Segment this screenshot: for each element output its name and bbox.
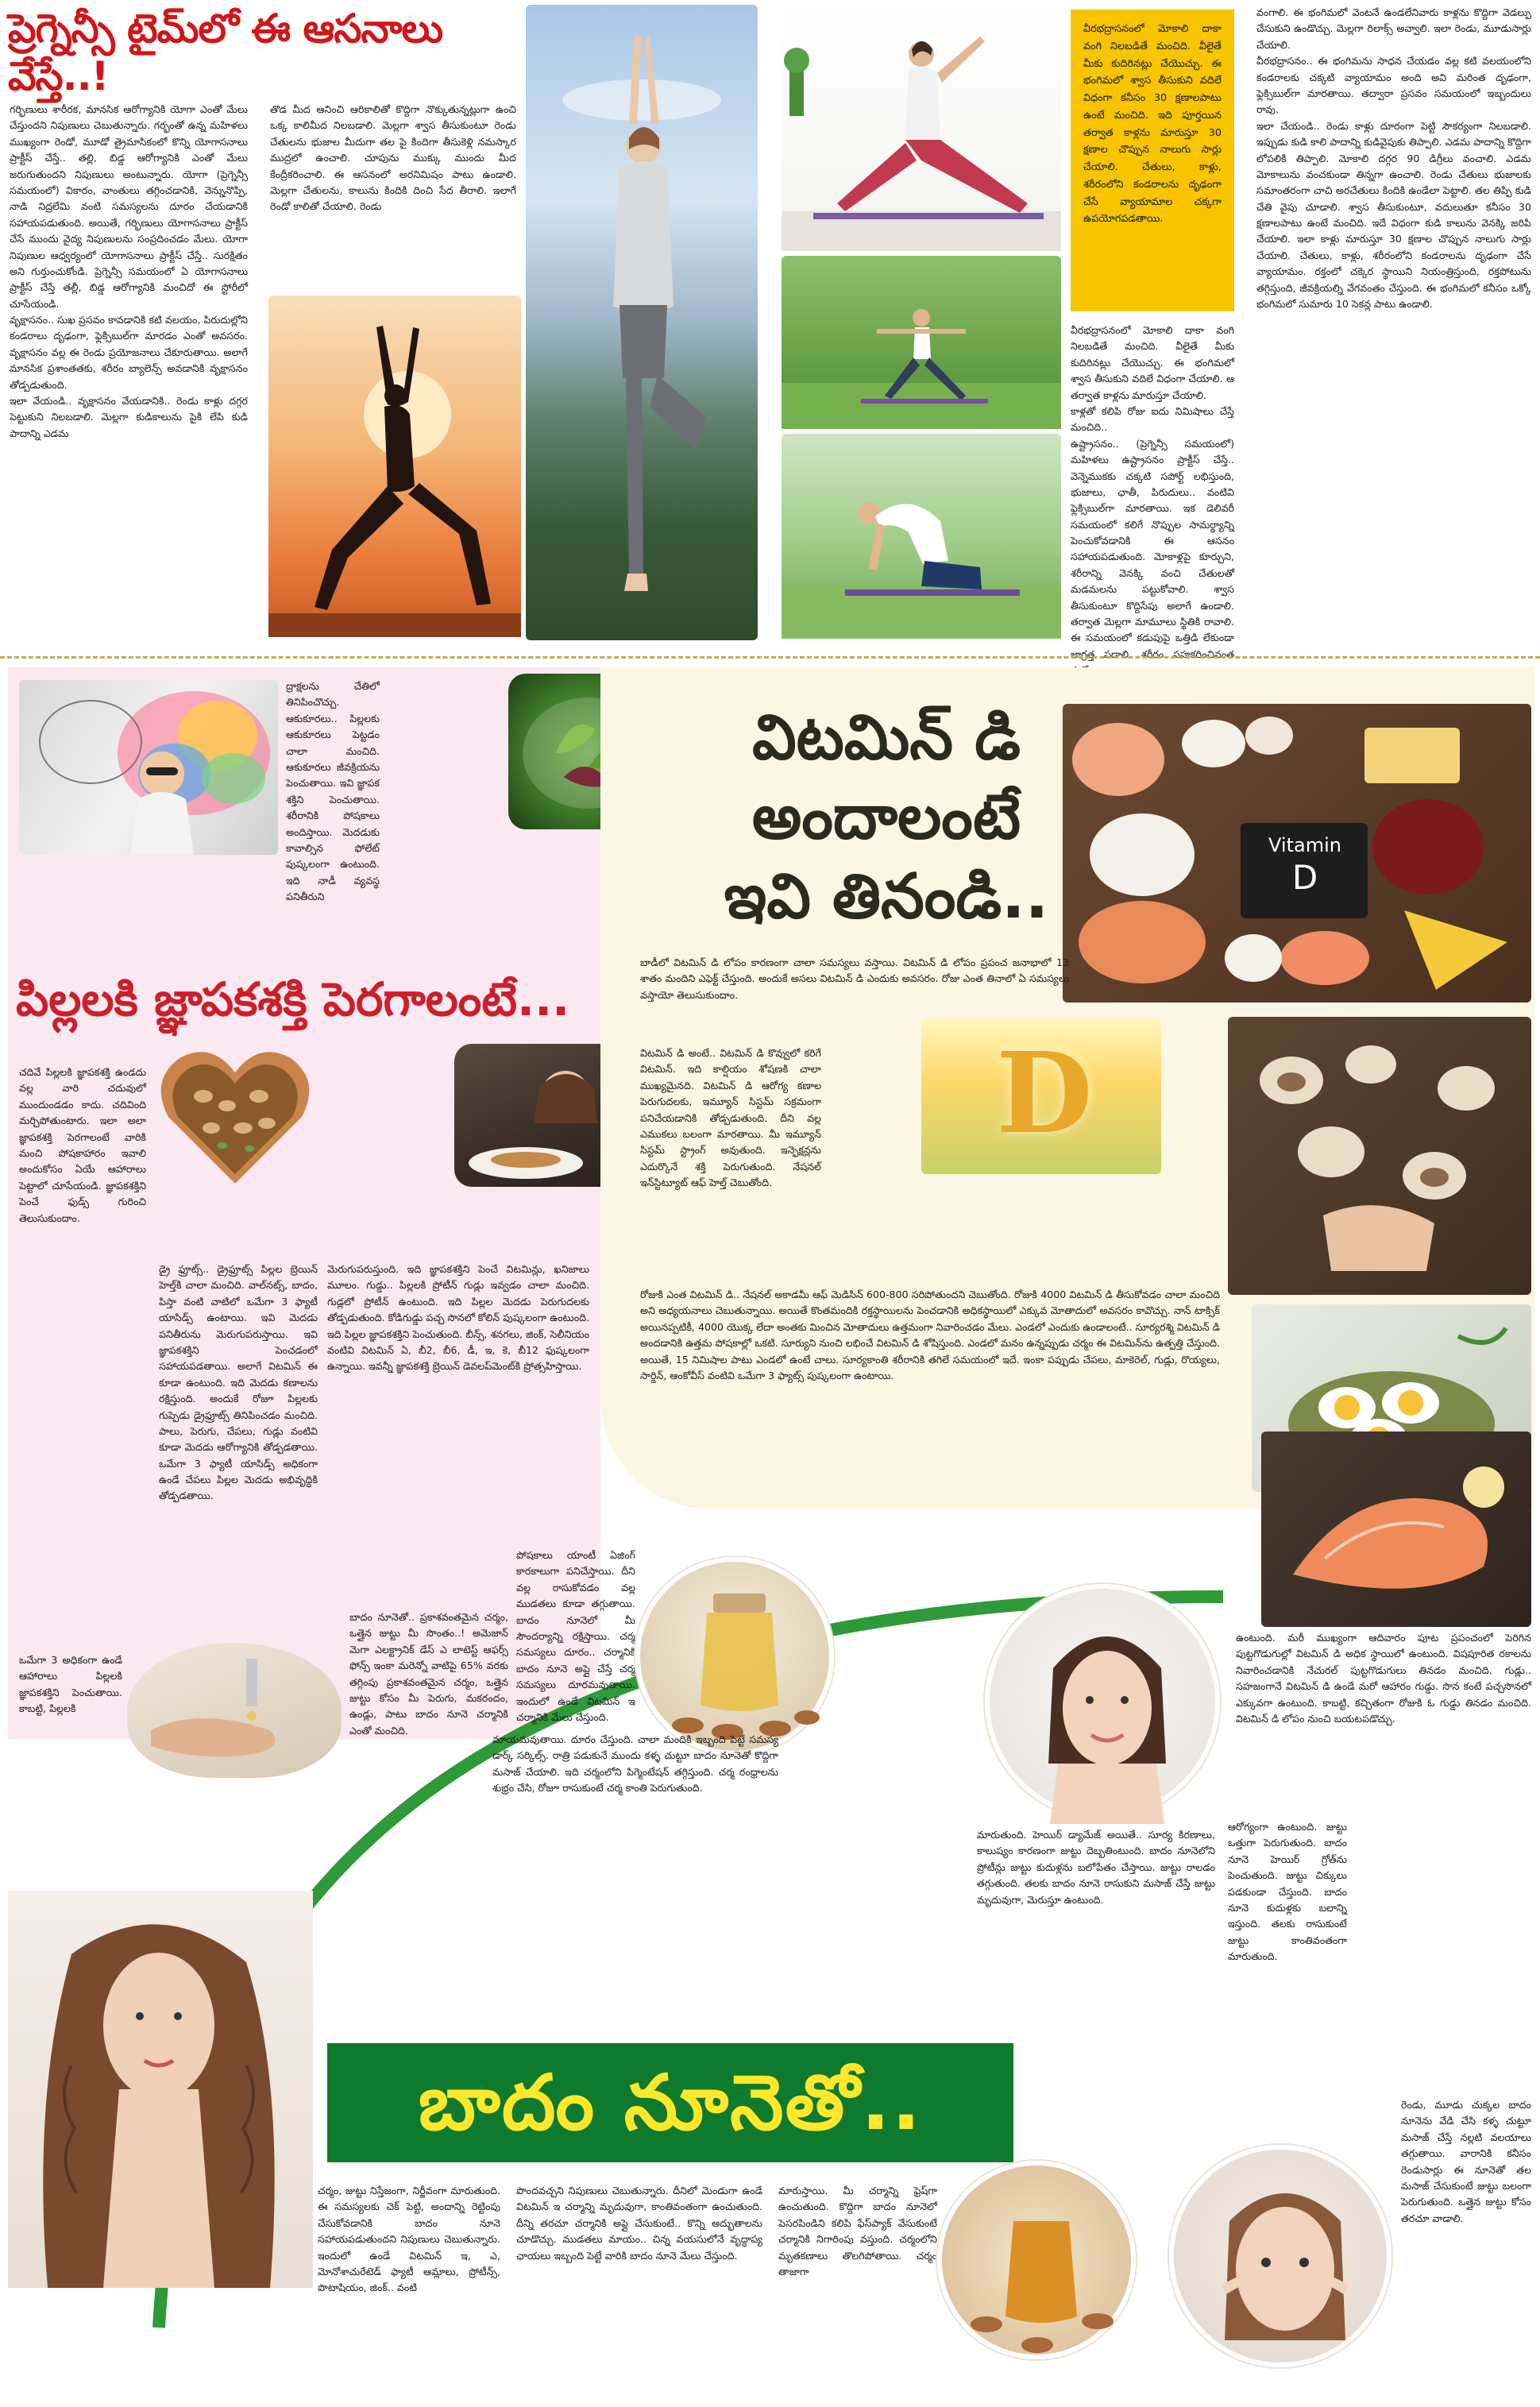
- honey-jar-icon: [942, 2166, 1141, 2364]
- wavy-hair-icon: [8, 1891, 313, 2288]
- mushrooms-photo: [1228, 1017, 1531, 1295]
- pregnancy-col-5: వంగాలి. ఈ భంగిమలో వెంటనే ఉండలేనివారు కాళ్లను కొద్దిగా వెడల్పు చేసుకుని ఉండొచ్చు. మెల్లగా రిలాక్స్ అవ్వాలి. ఇలా రెండు, మూడుసార్లు చేయాలి. వీరభద్రాసనం.. ఈ భంగిమను సాధన చేయడం వల్ల కటి వలయంలోని కండరాలకు చక్కటి వ్యాయామం అంది అవి మరింత దృఢంగా, ఫ్లెక్సిబుల్‌గా మారతాయి. తద్వారా ప్రసవం సమయంలో ఇబ్బందులు రావు. ఇలా చేయండి.. రెండు కాళ్లు దూరంగా పెట్టి సౌకర్యంగా నిలబడాలి. ఇప్పుడు కుడి కాలి పాదాన్ని కుడివైపుకు తిప్పాలి. ఎడమ పాదాన్ని కొద్దిగా లోపలికి తిప్పాలి. మోకాలి దగ్గర 90 డిగ్రీలు వంచాలి. ఎడమ మోకాలును వంచకుండా తిన్నగా ఉంచాలి. రెండు చేతులు భుజాలకు సమాంతరంగా చాచి అరచేతులు కిందికి ఉండేలా పెట్టాలి. తల తిప్పి కుడి చేతి వైపు చూడాలి. శ్వాస తీసుకుంటూ, వదులుతూ కనీసం 30 క్షణాలపాటు ఉంటే మంచిది. ఇదే విధంగా కుడి కాలును వెనక్కి జరిపి చేయాలి. ఇలా కాళ్లు మారుస్తూ 30 క్షణాల చొప్పున నాలుగు సార్లు చేయాలి. చేతులు, కాళ్లు, శరీరంలోని కండరాలను దృఢంగా చేసే వ్యాయామం. రక్తంలో చక్కెర స్థాయిని నియంత్రిస్తుంది, రక్తపోటును తగ్గిస్తుంది, జీవక్రియల్ని వేగవంతం చేస్తుంది. ఈ భంగిమలో కనీసం ఒక్కో భంగిమలో సుమారు 10 సెకన్ల పాటు ఉండాలి.: [1256, 6, 1531, 311]
- almond-oil-headline: బాదం నూనెతో..: [327, 2043, 1013, 2162]
- pregnancy-col-4: వీరభద్రాసనంలో మోకాలి దాకా వంగి నిలబడితే మంచిది. వీలైతే మీకు కుదిరినట్లు చేయొచ్చు. ఈ భంగిమలో శ్వాస తీసుకుని వదిలే విధంగా చేయాలి. ఆ తర్వాత కాళ్లను మారుస్తూ చేయాలి. కాళ్లతో కలిపి రోజు ఐదు నిమిషాలు చేస్తే మంచిది.. ఉష్ట్రాసనం.. (ప్రెగ్నెన్సీ సమయంలో) మహిళలు ఉష్ట్రాసనం ప్రాక్టీస్ చేస్తే.. వెన్నెముకకు చక్కటి సపోర్ట్ లభిస్తుంది, భుజాలు, ఛాతీ, పిరుదులు.. వంటివి ఫ్లెక్సిబుల్‌గా మారతాయి. ఇక డెలివరీ సమయంలో కలిగే నొప్పుల సామర్థ్యాన్ని పెంచుకోవడానికి ఈ ఆసనం సహాయపడుతుంది. మోకాళ్లపై కూర్చుని, శరీరాన్ని వెనక్కి వంచి చేతులతో మడమలను పట్టుకోవాలి. శ్వాస తీసుకుంటూ కొద్దిసేపు అలాగే ఉండాలి. తర్వాత మెల్లగా మామూలు స్థితికి రావాలి. ఈ సమయంలో కడుపుపై ఒత్తిడి లేకుండా జాగ్రత్త పడాలి. శరీరం సహకరించినంత: [1071, 324, 1234, 660]
- almond-col-bottom-3: మారుస్తాయి. మీ చర్మాన్ని ఫ్రెష్‌గా ఉంచుతుంది. కొద్దిగా బాదం నూనెలో పెసరపిండిని కలిపి ఫేస్‌ప్యాక్ వేసుకుంటే చర్మానికి నిగారింపు వస్తుంది. చర్మంలోని మృతకణాలు తొలగిపోతాయి. చర్మం తాజాగా: [778, 2185, 937, 2278]
- dark-circles-woman-photo: [1169, 2145, 1391, 2367]
- pregnancy-headline: ప్రెగ్నెన్సీ టైమ్‌లో ఈ ఆసనాలు వేస్తే..!: [8, 6, 443, 99]
- kids-col-main-2: మెరుగుపరుస్తుంది. ఇది జ్ఞాపకశక్తిని పెంచే విటమిన్లు, ఖనిజాలు మూలం. గుడ్డు.. పిల్లలకి ప్రోటీన్ గుడ్లు ఇవ్వడం చాలా మంచిది. గుడ్లలో ప్రోటీన్ ఉంటుంది. ఇది పిల్లల మెదడు పెరుగుదలకు తోడ్పడుతుంది. కోడిగుడ్డు పచ్చ సొనలో కోలిన్ పుష్కలంగా ఉంటుంది. ఇది పిల్లల జ్ఞాపకశక్తిని పెంచుతుంది. బీన్స్, శనగలు, జింక్, సెలీనియం వంటివి విటమిన్ ఏ, బీ2, బీ6, డీ, ఇ, కె, బీ12 ఫుష్కలంగా ఉన్నాయి. ఇవన్నీ జ్ఞాపకశక్తి బ్రెయిన్ డెవలప్‌మెంట్‌కి ప్రోత్సహిస్తాయి.: [327, 1263, 589, 1373]
- oil-bottle-icon: [640, 1562, 839, 1760]
- colorful-brain-icon: [19, 680, 278, 855]
- almond-col-a: పోషకాలు యాంటీ ఏజింగ్ కారకాలుగా పనిచేస్తాయి. దీని వల్ల రాసుకోవడం వల్ల ముడతలు కూడా తగ్గుతాయి. బాదం నూనెలో మీ సౌందర్యాన్ని రక్షిస్తాయి. చర్మ సమస్యలు దూరం.. చర్మానికి బాదం నూనె అప్లై చేస్తే చర్మ సమస్యలు దూరమవుతాయి. ఇందులో ఉండే విటమిన్ ఇ చర్మానికి మేలు చేస్తుంది.: [516, 1549, 635, 1723]
- vitamin-d-col-a: విటమిన్ డి అంటే.. విటమిన్ డి కొవ్వులో కరిగే విటమిన్. ఇది కాల్షియం శోషణకి చాలా ముఖ్యమైనది. విటమిన్ డి ఆరోగ్య కణాల పెరుగుదలకు, ఇమ్యూన్ సిస్టమ్ సక్రమంగా పనిచేయడానికి తోడ్పడుతుంది. దీని వల్ల ఎముకలు బలంగా మారతాయి. మీ ఇమ్యూన్ సిస్టమ్ స్ట్రాంగ్ అవుతుంది. ఇన్ఫెక్షన్లను ఎదుర్కొనే శక్తి పెరుగుతుంది. నేషనల్ ఇన్‌స్టిట్యూట్ ఆఫ్ హెల్త్ చెబుతోంది.: [640, 1047, 821, 1189]
- kids-col-main: డ్రై ఫ్రూట్స్.. డ్రైఫ్రూట్స్ పిల్లల బ్రెయిన్ హెల్త్‌కి చాలా మంచిది. వాల్‌నట్స్, బాదం, పిస్తా వంటి వాటిలో ఒమేగా 3 ఫ్యాటీ యాసిడ్స్ ఉంటాయి. ఇవి మెదడు పనితీరును మెరుగుపరుస్తాయి. ఇవి జ్ఞాపకశక్తిని పెంచడంలో సహాయపడతాయి. అలాగే విటమిన్ ఈ కూడా ఉంటుంది. ఇది మెదడు కణాలను రక్షిస్తుంది. అందుకే రోజూ పిల్లలకు గుప్పెడు డ్రైఫ్రూట్స్ తినిపించడం మంచిది. పాలు, పెరుగు, చేపలు, గుడ్లు వంటివి కూడా మెదడు ఆరోగ్యానికి తోడ్పడతాయి. ఒమేగా 3 ఫ్యాటీ యాసిడ్స్ అధికంగా ఉండే చేపలు పిల్లల మెదడు అభివృద్ధికి తోడ్పడతాయి.: [159, 1263, 318, 1502]
- vitamin-d-board-label: [1245, 833, 1364, 912]
- vitamin-d-col-intro: బాడీలో విటమిన్ డి లోపం కారణంగా చాలా సమస్యలు వస్తాయి. విటమిన్ డి లోపం ప్రపంచ జనాభాలో 13 శాతం మందిని ఎఫెక్ట్ చేస్తుంది. అందుకే అసలు విటమిన్ డి ఎందుకు అవసరం. రోజు ఎంత తినాలో ఏ సమస్యలు వస్తాయో తెలుసుకుందాం.: [640, 956, 1069, 1001]
- pregnancy-col-1: గర్భిణులు శారీరక, మానసిక ఆరోగ్యానికి యోగా ఎంతో మేలు చేస్తుందని నిపుణులు చెబుతున్నారు. గర్భంతో ఉన్న మహిళలు ముఖ్యంగా రెండో, మూడో త్రైమాసికంలో కొన్ని యోగాసనాలు ప్రాక్టీస్ చేస్తే.. తల్లి, బిడ్డ ఆరోగ్యానికి ఎంతో మేలు జరుగుతుందని నిపుణులు అంటున్నారు. యోగా (ప్రెగ్నెన్సీ సమయంలో) వికారం, వాంతులు తగ్గించడానికి, వెన్నునొప్పి, నాడి నిద్రలేమి వంటి సమస్యలను దూరం చేయడానికి సహాయపడుతుంది. అయితే, గర్భిణులు యోగాసనాలు ప్రాక్టీస్ చేసే ముందు వైద్య నిపుణులను సంప్రదించడం మేలు. యోగా నిపుణుల ఆధ్వర్యంలో యోగాసనాలు ప్రాక్టీస్ చేస్తే.. సురక్షితం అని గుర్తుంచుకోండి. ప్రెగ్నెన్సీ సమయంలో ఏ యోగాసనాలు ప్రాక్టీస్ చేస్తే తల్లీ, బిడ్డ ఆరోగ్యానికి మంచిదో ఈ స్టోరీలో చూసేయండి. వృక్షాసనం.. సుఖ ప్రసవం కావడానికి కటి వలయం, పిరుదుల్లోని కండరాలు దృఢంగా, ఫ్లెక్సిబుల్‌గా మారడం ఎంతో అవసరం. వృక్షాసనం వల్ల ఈ రెండు ప్రయోజనాలు చేకూరుతాయి. అలాగే మానసిక ప్రశాంతతకు, శరీరం బ్యాలెన్స్ అవడానికి వృక్షాసనం తోడ్పడుతుంది. ఇలా వేయండి.. వృక్షాసనం వేయడానికి.. రెండు కాళ్లు దగ్గర పెట్టుకుని నిలబడాలి. మెల్లగా కుడికాలును పైకి లేపి కుడి పాదాన్ని ఎడమ: [10, 103, 248, 439]
- almond-col-bottom-2: పొందవచ్చని నిపుణులు చెబుతున్నారు. దీనిలో మెండుగా ఉండే విటమిన్ ఇ చర్మాన్ని మృదువుగా, కాంతివంతంగా ఉంచుతుంది. దీన్ని తరచూ చర్మానికి అప్లై చేసుకుంటే.. కొన్ని అద్భుతాలను చూడొచ్చు. ముడతలు మాయం.. చిన్న వయసులోనే వృద్ధాప్య ఛాయలు ఇబ్బంది పెట్టే వారికి బాదం నూనె మేలు చేస్తుంది.: [516, 2185, 762, 2262]
- golden-d-letter: D: [996, 1029, 1093, 1159]
- camel-pose-photo: [782, 434, 1061, 639]
- tree-pose-figure-icon: [526, 5, 758, 640]
- vitamin-d-foods-photo: [1063, 704, 1531, 1003]
- sunset-yoga-photo: [268, 296, 521, 637]
- vitamin-d-headline-line3: ఇవి తినండి..: [724, 860, 1049, 933]
- warrior-pose-photo: [782, 256, 1061, 429]
- almond-col-bottom-1: చర్మం, జుట్టు నిస్తేజంగా, నిర్జీవంగా మారుతుంది. ఈ సమస్యలకు చెక్ పెట్టి, అందాన్ని రెట్టింపు చేసుకోవడానికి బాదం నూనె సహాయపడుతుందని నిపుణులు చెబుతున్నారు. ఇందులో ఉండే విటమిన్ ఇ, ఎ, మోనోశాచురేటెడ్ ఫ్యాటీ ఆమ్లాలు, ప్రోటీన్స్, పొటాషియం, జింక్.. వంటి: [318, 2185, 500, 2294]
- boy-brain-photo: [19, 680, 278, 855]
- heart-shaped-nuts-icon: [156, 1041, 315, 1192]
- vitamin-d-headline: [712, 699, 1061, 937]
- vitamin-d-col-wide: రోజుకి ఎంత విటమిన్ డి.. నేషనల్ అకాడమీ ఆఫ్ మెడిసిన్ 600-800 సరిపోతుందని చెబుతోంది. రోజుకి 4000 విటమిన్ డి తీసుకోవడం చాలా మంచిది అని అధ్యయనాలు చెబుతున్నాయి. అయితే కొంతమందికి రక్తస్థాయిలను పెంచడానికి అధికస్థాయిలో ఎక్కువ మోతాదులో అవసరం కావొచ్చు. నాన్ టాక్సిక్ అయినప్పటికీ, 4000 యొక్క లేదా అంతకు మించిన మోతాదులు ఉత్తమంగా నివారించడం మేలు. ఎండలో ఎందుకు ఉండాలంటే.. సూర్యరశ్మి విటమిన్ డి అందడానికి ఉత్తమ పోషకాల్లో ఒకటి. సూర్యుని నుంచి లభించే విటమిన్ డి శోషిస్తుంది. ఎండలో మనం ఉన్నప్పుడు చర్మం ఈ విటమిన్‌ను ఉత్పత్తి చేస్తుంది. అయితే, 15 నిమిషాల పాటు ఎండలో ఉంటే చాలు. సూర్యకాంతి శరీరానికి తగిలే సమయంలో ఇదే. ఇంకా పప్పుడు చేపలు, మాకెరెల్, గుడ్లు, రొయ్యలు, సార్డిన్, ఆంకోవీస్ వంటివి ఒమేగా 3 ఫ్యాట్స్ పుష్కలంగా ఉంటాయి.: [640, 1288, 1220, 1381]
- pregnancy-col-2: తొడ మీద ఆనించి ఆరికాలితో కొద్దిగా నొక్కుతున్నట్లుగా ఉంచి ఒక్క కాలిమీద నిలబడాలి. మెల్లగా శ్వాస తీసుకుంటూ రెండు చేతులను భుజాల మీదుగా తల పై కిందిగా తీసుకెళ్లి నమస్కార ముద్రలో ఉంచాలి. చూపును ముక్కు ముందు మీద కేంద్రీకరించాలి. ఈ ఆసనంలో అరనిమిషం పాటు ఉండాలి. మెల్లగా చేతులను, కాలును కిందికి దించి సేద తీరాలి. ఇలాగే రెండో కాలితో చేయాలి. రెండు: [270, 103, 516, 213]
- heart-nuts-photo: [156, 1041, 315, 1192]
- almond-oil-bottle-photo: [635, 1557, 834, 1756]
- vitamin-d-section: [600, 667, 1534, 1509]
- vitamin-d-headline-line2: అందాలంటే: [751, 781, 1021, 853]
- golden-d-photo: [921, 1018, 1161, 1174]
- eye-massage-icon: [1174, 2150, 1396, 2372]
- almond-col-bottom-4: రెండు, మూడు చుక్కల బాదం నూనెను వేడి చేసి కళ్ళ చుట్టూ మసాజ్ చేస్తే నల్లటి వలయాలు తగ్గుతాయి. వారానికి కనీసం రెండుసార్లు ఈ నూనెతో తల మసాజ్ చేసుకుంటే జుట్టు బలంగా పెరుగుతుంది. ఒత్తైన జుట్టు కోసం తరచూ వాడాలి.: [1401, 2099, 1531, 2224]
- kids-col-left: చదివే పిల్లలకి జ్ఞాపకశక్తి ఉండదు వల్ల వారి చదువులో ముందుండడం కాదు. చదివింది మర్చిపోతుంటారు. ఇలా అలా జ్ఞాపకశక్తి పెరగాలంటే వారికి మంచి పోషకాహారం ఇవాలి అందుకోసం ఏయే ఆహారాలు పెట్టాలో చూసేయండి. జ్ఞాపకశక్తిని పెంచే ఫుడ్స్ గురించి తెలుసుకుందాం.: [19, 1066, 146, 1224]
- wavy-hair-woman-photo: [8, 1891, 313, 2288]
- vitamin-d-headline-line1: విటమిన్ డి: [752, 702, 1021, 774]
- yoga-tip-box: వీరభద్రాసనంలో మోకాలి దాకా వంగి నిలబడితే మంచిది. వీలైతే మీకు కుదిరినట్లు చేయొచ్చు. ఈ భంగిమలో శ్వాస తీసుకుని వదిలే విధంగా కనీసం 30 క్షణాలపాటు ఉంటే మంచిది. ఇది పూర్తయిన తర్వాత కాళ్లను మారుస్తూ 30 క్షణాల చొప్పున నాలుగు సార్లు చేయాలి. చేతులు, కాళ్లు, శరీరంలోని కండరాలను దృఢంగా చేసే వ్యాయామాల చక్కగా ఉపయోగపడతాయి.: [1071, 10, 1234, 311]
- vitamin-d-col-right-bottom: ఉంటుంది. మరీ ముఖ్యంగా ఆదివారం పూట ప్రపంచంలో పెరిగిన పుట్టగొడుగుల్లో విటమిన్ డి అధిక స్థాయిలో ఉంటుంది. విషపూరిత రకాలను నివారించడానికి నేచురల్ పుట్టగొడుగులు తినడం మంచిది. గుడ్లు.. సహజంగానే విటమిన్ డి ఉండే మరో ఆహారం గుడ్డు. సొన కంటే పచ్చసొనలో ఎక్కువగా ఉంటుంది. కాబట్టి, కచ్చితంగా రోజుకి ఓ గుడ్డు తినడం మంచిది. విటమిన్ డి లోపం నుంచి బయటపడొచ్చు.: [1236, 1632, 1531, 1725]
- camel-pose-figure-icon: [782, 434, 1061, 639]
- kids-headline: పిల్లలకి జ్ఞాపకశక్తి పెరగాలంటే...: [16, 972, 570, 1026]
- pregnancy-section: [0, 0, 1540, 660]
- almond-honey-photo: [937, 2161, 1136, 2359]
- mushroom-icon: [1228, 1017, 1531, 1295]
- smiling-woman-icon: [990, 1589, 1225, 1824]
- vitamin-board-line2: D: [1291, 858, 1318, 897]
- kids-col-bottom-left: ఒమేగా 3 అధికంగా ఉండే ఆహారాలు పిల్లలకి జ్ఞాపకశక్తిని పెంచుతాయి. కాబట్టి, పిల్లలకి: [19, 1654, 122, 1715]
- woman-face-photo: [985, 1584, 1220, 1819]
- warrior-figure-icon: [782, 256, 1061, 429]
- almond-col-e: ఆరోగ్యంగా ఉంటుంది. జుట్టు ఒత్తుగా పెరుగుతుంది. బాదం నూనె హెయిర్ గ్రోత్‌ను పెంచుతుంది. జుట్టు చిక్కులు పడకుండా చేస్తుంది. బాదం నూనె కుదుళ్లకు బలాన్ని ఇస్తుంది. తలకు రాసుకుంటే జుట్టు కాంతివంతంగా మారుతుంది.: [1228, 1821, 1347, 1963]
- almond-col-d: మారుతుంది. హెయిర్ డ్యామేజ్ అయితే.. సూర్య కిరణాలు, కాలుష్యం కారణంగా జుట్టు దెబ్బతింటుంది. బాదం నూనెలోని ప్రోటీన్లు జుట్టు కుదుళ్లను బలోపేతం చేస్తాయి. జుట్టు రాలడం తగ్గుతుంది. తలకు బాదం నూనె రాసుకుని మసాజ్ చేస్తే జుట్టు మృదువుగా, మెరుస్తూ ఉంటుంది.: [977, 1829, 1215, 1906]
- almond-col-b: బాదం నూనెతో.. ప్రకాశవంతమైన చర్మం, ఒత్తైన జుట్టు మీ సొంతం..! అమెజాన్ మెగా ఎలక్ట్రానిక్ డేస్ ఎ లాటెస్ట్ ఆఫర్స్ ఫోన్స్ ఇంకా మరెన్నో వాటిపై 65% వరకు తగ్గింపు ప్రకాశవంతమైన చర్మం, ఒత్తైన జుట్టు కోసం మీ పెరుగు, మకరందం, ఉండ్లు, పాటు బాదం నూనె చర్మానికి ఎంతో మంచిది.: [349, 1611, 508, 1737]
- side-stretch-figure-icon: [782, 5, 1061, 251]
- section-divider: [0, 656, 1540, 659]
- silhouette-figure-icon: [268, 296, 521, 637]
- almond-col-c: మాయమవుతాయి. దూరం చేస్తుంది. చాలా మందికి ఇబ్బంది పెట్టే సమస్య డార్క్ సర్కిల్స్. రాత్రి పడుకునే ముందు కళ్ళ చుట్టూ బాదం నూనెతో కొద్దిగా మసాజ్ చేయాలి. ఇది చర్మంలోని పిగ్మెంటేషన్ తగ్గిస్తుంది. చర్మ రంధ్రాలను శుభ్రం చేసి, రోజూ రాసుకుంటే చర్మ కాంతి పెరుగుతుంది.: [492, 1733, 778, 1795]
- tree-pose-photo: [526, 5, 758, 640]
- side-stretch-photo: [782, 5, 1061, 251]
- kids-col-top: ద్రాక్షలను చేతిలో తినిపించొచ్చు. ఆకుకూరలు.. పిల్లలకు ఆకుకూరలు పెట్టడం చాలా మంచిది. ఆకుకూరలు జీవక్రియను పెంచుతాయి. ఇవి జ్ఞాపక శక్తిని పెంచుతాయి. శరీరానికి పోషకాలు అందిస్తాయి. మెదడుకు కావాల్సిన ఫోలేట్ పుష్కలంగా ఉంటుంది. ఇది నాడీ వ్యవస్థ పనితీరుని: [286, 680, 380, 903]
- vitamin-board-line1: Vitamin: [1268, 834, 1341, 856]
